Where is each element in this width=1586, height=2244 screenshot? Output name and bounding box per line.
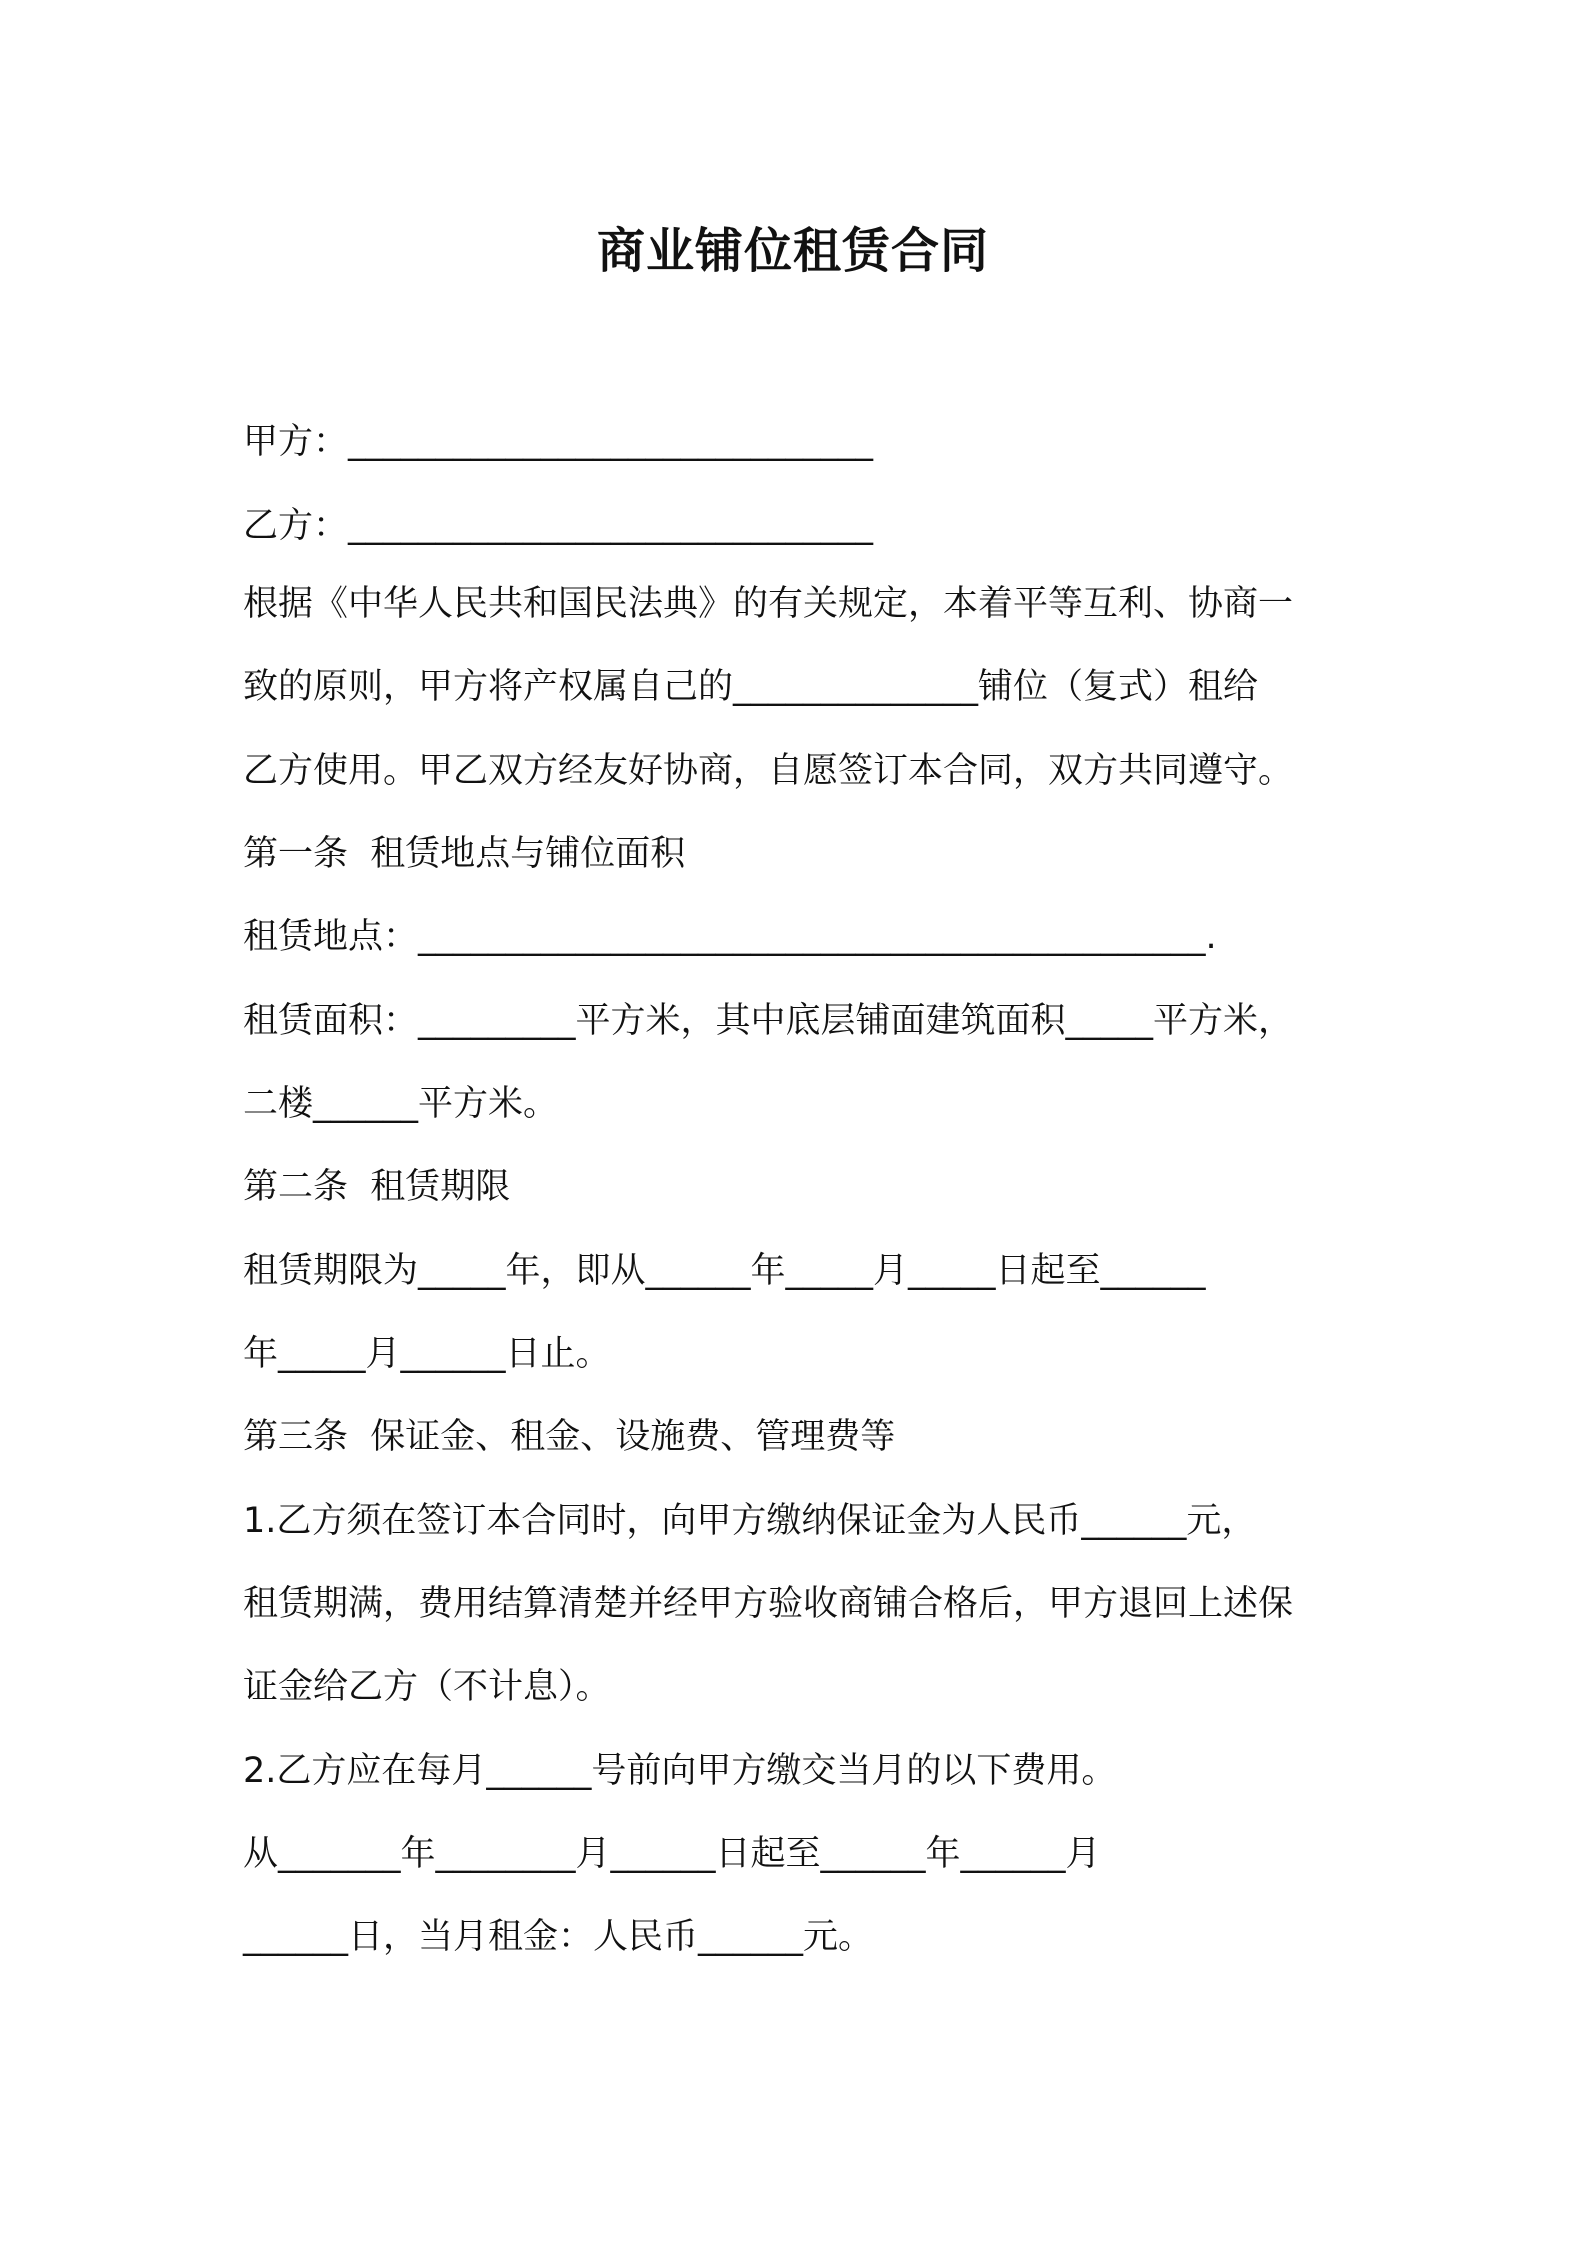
article-2-heading: 第二条 租赁期限 xyxy=(243,1167,511,1207)
payment-line-2: 从_______年________月______日起至______年______月 xyxy=(243,1834,1101,1874)
payment-line-1: 2.乙方应在每月______号前向甲方缴交当月的以下费用。 xyxy=(243,1751,1117,1791)
lease-area-line-1: 租赁面积：_________平方米，其中底层铺面建筑面积_____平方米， xyxy=(243,1001,1294,1041)
party-a-line: 甲方：______________________________ xyxy=(243,422,874,462)
deposit-line-3: 证金给乙方（不计息）。 xyxy=(243,1667,611,1707)
deposit-line-1: 1.乙方须在签订本合同时，向甲方缴纳保证金为人民币______元， xyxy=(243,1501,1257,1541)
deposit-line-2: 租赁期满，费用结算清楚并经甲方验收商铺合格后，甲方退回上述保 xyxy=(243,1584,1294,1624)
preamble-line-1: 根据《中华人民共和国民法典》的有关规定，本着平等互利、协商一 xyxy=(243,584,1294,624)
party-b-line: 乙方：______________________________ xyxy=(243,506,874,546)
lease-area-line-2: 二楼______平方米。 xyxy=(243,1084,559,1124)
preamble-line-3: 乙方使用。甲乙双方经友好协商，自愿签订本合同，双方共同遵守。 xyxy=(243,751,1294,791)
document-title: 商业铺位租赁合同 xyxy=(596,223,989,279)
lease-term-line-2: 年_____月______日止。 xyxy=(243,1334,611,1374)
article-1-heading: 第一条 租赁地点与铺位面积 xyxy=(243,834,686,874)
article-3-heading: 第三条 保证金、租金、设施费、管理费等 xyxy=(243,1417,896,1457)
lease-location-line: 租赁地点：_____________________________________________. xyxy=(243,917,1217,957)
lease-term-line-1: 租赁期限为_____年，即从______年_____月_____日起至______ xyxy=(243,1251,1206,1291)
preamble-line-2: 致的原则，甲方将产权属自己的______________铺位（复式）租给 xyxy=(243,667,1259,707)
payment-line-3: ______日，当月租金：人民币______元。 xyxy=(243,1917,874,1957)
